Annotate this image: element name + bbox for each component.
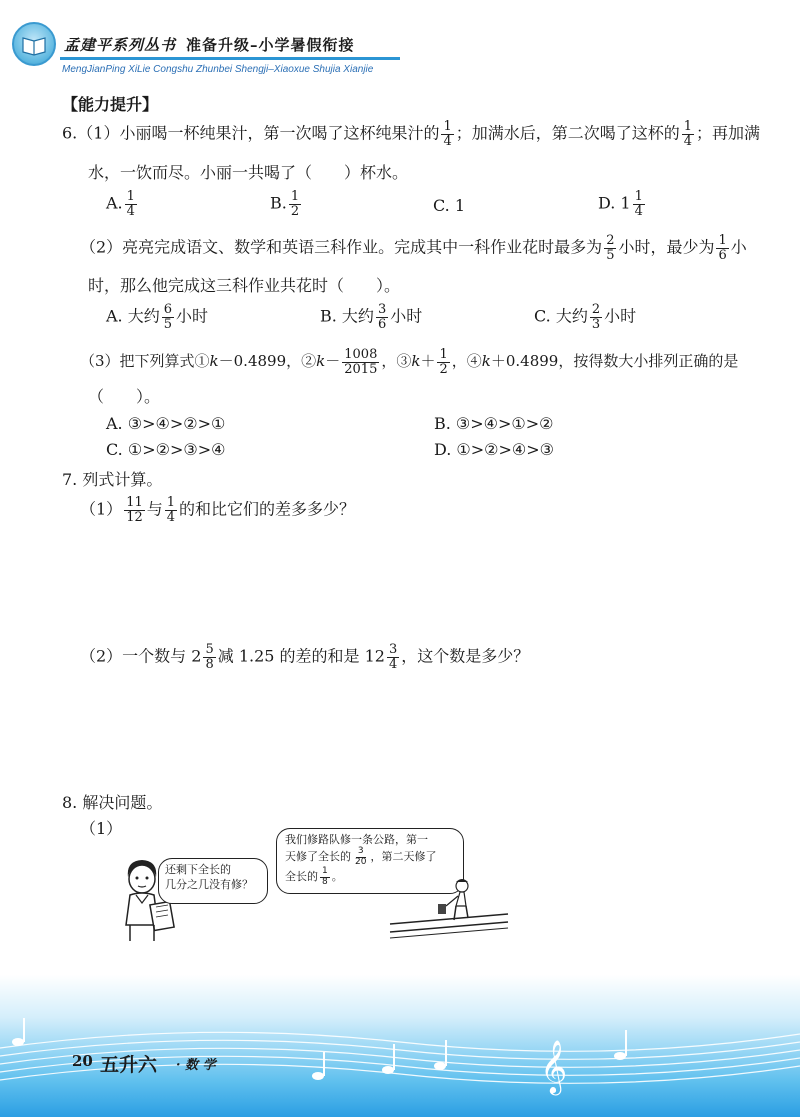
q8-title: 8. 解决问题。 <box>62 793 163 812</box>
q7-title: 7. 列式计算。 <box>62 470 163 489</box>
q6-p3-option-d: D. ①>②>④>③ <box>434 440 555 459</box>
series-subtitle: 准备升级–小学暑假衔接 <box>186 36 355 54</box>
series-title: 孟建平系列丛书 <box>64 36 177 54</box>
q6-p1-text-a: 6.（1）小丽喝一杯纯果汁，第一次喝了这杯纯果汁的 <box>62 123 440 143</box>
series-logo <box>12 22 56 66</box>
q7-p2: （2）一个数与 2 $\frac{5}{8}$ 减 1.25 的差的和是 12 $\frac{3}{4}$ ，这个数是多少？ <box>80 642 530 672</box>
footer-subject: · 数 学 <box>176 1058 216 1073</box>
q8-p1-label: （1） <box>80 819 123 838</box>
q6-p1-frac2: $\frac{1}{4}$ <box>683 119 693 149</box>
q6-p2-frac2: $\frac{1}{6}$ <box>718 233 727 263</box>
q6-p3-line1: （3）把下列算式①k－0.4899，②k－ $\frac{1008}{2015}$ ，③k＋ $\frac{1}{2}$ ，④k＋0.4899，按得数大小排列正确的是 <box>80 347 739 377</box>
q6-p2-option-a: A. 大约 $\frac{6}{5}$ 小时 <box>106 302 209 332</box>
q7-p1-frac1: $\frac{11}{12}$ <box>126 495 143 525</box>
book-icon <box>21 32 47 56</box>
q6-p3-frac1: $\frac{1008}{2015}$ <box>344 347 378 377</box>
road-worker-illustration <box>390 876 510 950</box>
q6-p3-line2: （ ）。 <box>88 387 161 406</box>
q6-p1-option-d: D. 1 $\frac{1}{4}$ <box>598 189 643 219</box>
q6-p1-text-c: ；再加满 <box>696 123 761 143</box>
q6-p2-line1: （2）亮亮完成语文、数学和英语三科作业。完成其中一科作业花时最多为 $\frac{2}{5}$ 小时，最少为 $\frac{1}{6}$ 小 <box>80 233 747 263</box>
q6-p1-line1 <box>62 120 760 148</box>
q6-p3-option-b: B. ③>④>①>② <box>434 414 554 433</box>
q7-p2-frac1: $\frac{5}{8}$ <box>205 642 214 672</box>
q6-p1-frac1: $\frac{1}{4}$ <box>443 119 452 149</box>
footer-book-title: 五升六 <box>100 1054 158 1076</box>
q6-p1-line2: 水，一饮而尽。小丽一共喝了（ ）杯水。 <box>88 163 409 182</box>
q6-p2-option-c: C. 大约 $\frac{2}{3}$ 小时 <box>534 302 637 332</box>
q6-p2-option-b: B. 大约 $\frac{3}{6}$ 小时 <box>320 302 423 332</box>
q6-p2-line2: 时，那么他完成这三科作业共花时（ ）。 <box>88 276 401 295</box>
q6-p1-option-a: A. $\frac{1}{4}$ <box>106 189 135 219</box>
q6-p3-frac2: $\frac{1}{2}$ <box>439 347 448 377</box>
q6-p3-option-c: C. ①>②>③>④ <box>106 440 226 459</box>
section-title: 【能力提升】 <box>62 95 159 114</box>
treble-clef-icon: 𝄞 <box>540 1039 568 1093</box>
q7-p1: （1） $\frac{11}{12}$ 与 $\frac{1}{4}$ 的和比它们的差多多少？ <box>80 495 356 525</box>
header-rule <box>60 57 400 60</box>
bubble-right: 我们修路队修一条公路，第一 天修了全长的 $\frac{3}{20}$ ，第二天修了 全长的 $\frac{1}{8}$ 。 <box>276 828 464 894</box>
page-number: 20 <box>72 1052 93 1070</box>
q6-p3-option-a: A. ③>④>②>① <box>106 414 226 433</box>
bubble-left: 还剩下全长的 几分之几没有修？ <box>158 858 268 904</box>
q6-p1-option-b: B. $\frac{1}{2}$ <box>270 189 300 219</box>
q6-p2-frac1: $\frac{2}{5}$ <box>606 233 615 263</box>
road-worker-icon <box>390 876 510 946</box>
q6-p1-option-c: C. 1 <box>433 196 466 215</box>
q6-p1-text-b: ；加满水后，第二次喝了这杯的 <box>455 123 680 143</box>
q7-p2-frac2: $\frac{3}{4}$ <box>388 642 398 672</box>
q7-p1-frac2: $\frac{1}{4}$ <box>166 495 176 525</box>
header-pinyin: MengJianPing XiLie Congshu Zhunbei Shengji–Xiaoxue Shujia Xianjie <box>62 64 374 75</box>
